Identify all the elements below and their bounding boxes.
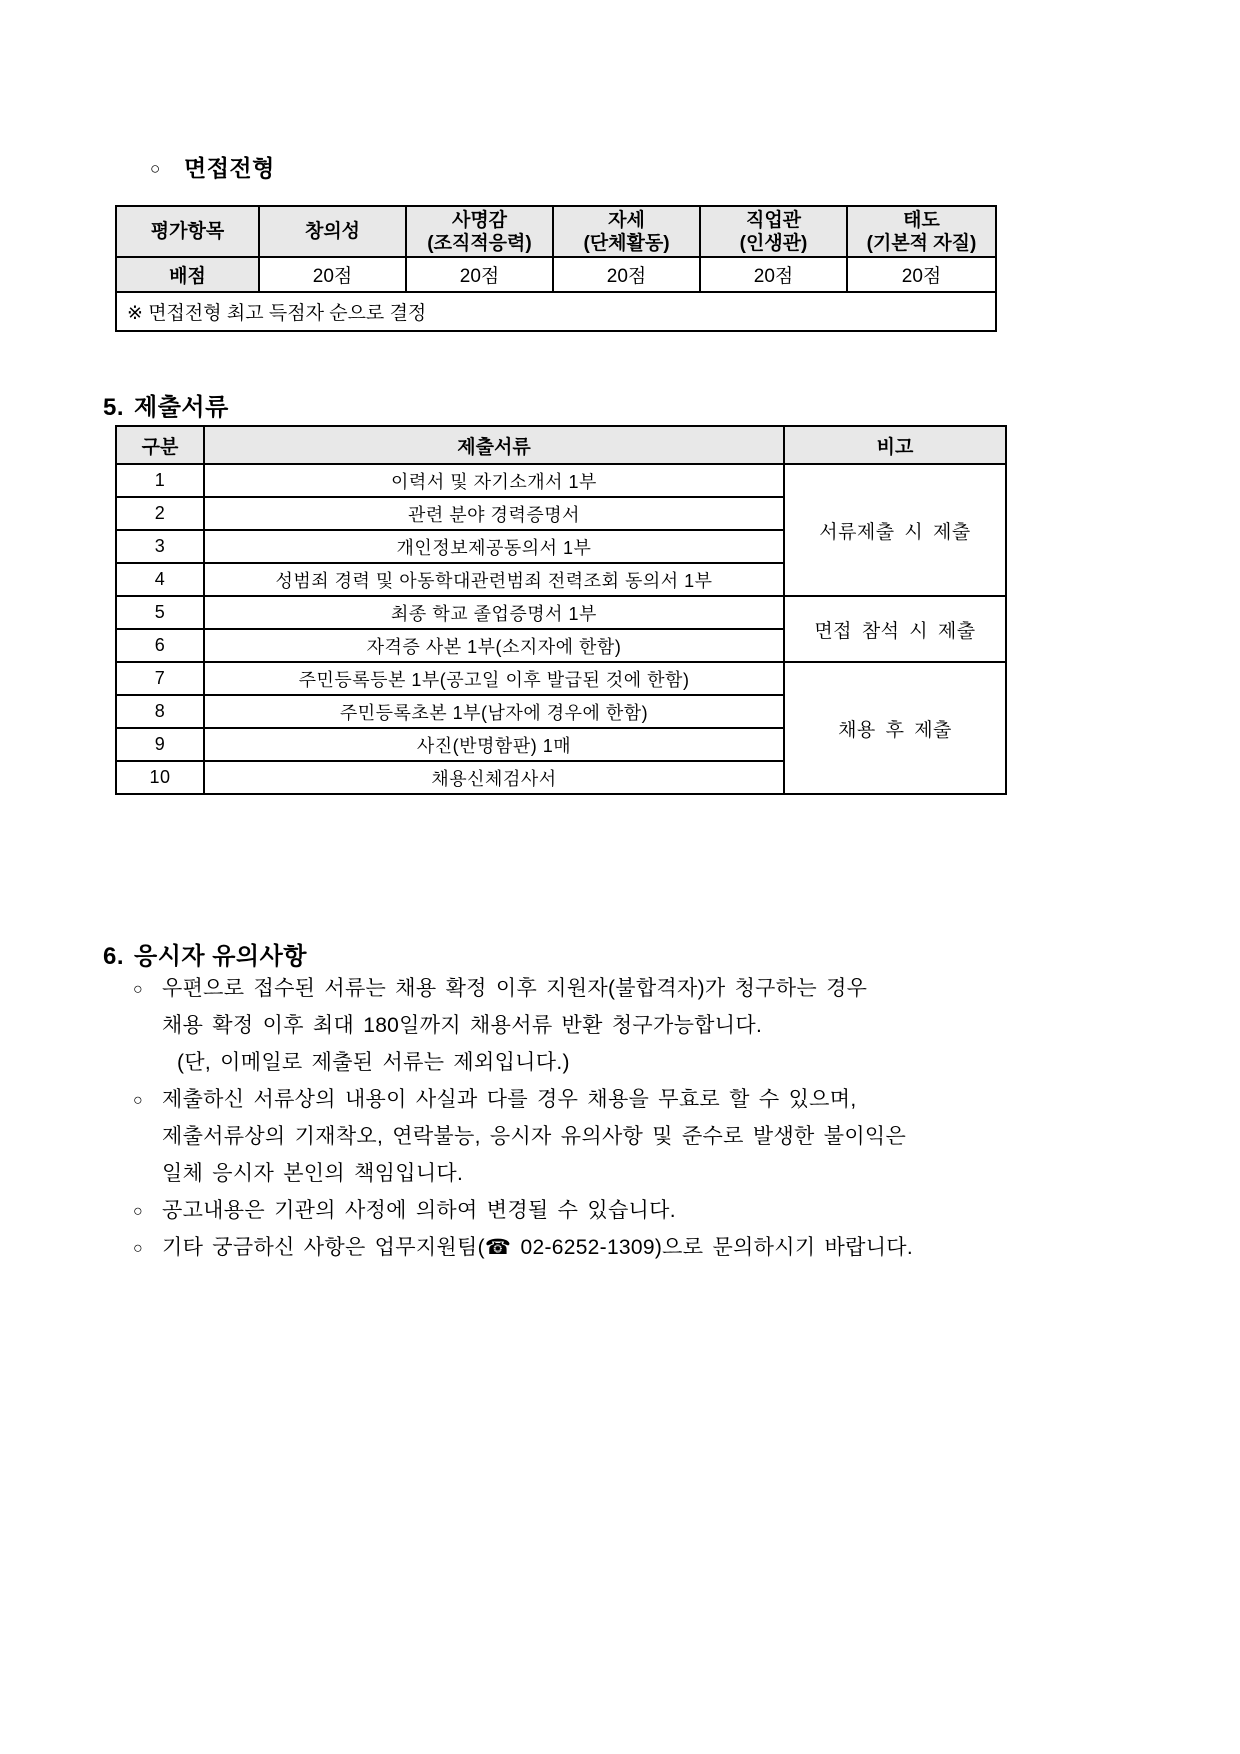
- doc-row-no: 8: [116, 695, 204, 728]
- doc-row-no: 4: [116, 563, 204, 596]
- doc-row-name: 성범죄 경력 및 아동학대관련범죄 전력조회 동의서 1부: [204, 563, 784, 596]
- table-row: [116, 464, 1006, 497]
- doc-row-no: 7: [116, 662, 204, 695]
- doc-row-name: 주민등록초본 1부(남자에 경우에 한함): [204, 695, 784, 728]
- section-number: 5.: [103, 394, 125, 421]
- doc-row-name: 채용신체검사서: [204, 761, 784, 794]
- notice-item-continuation: [133, 1155, 1173, 1192]
- eval-col-title: 태도: [903, 209, 940, 231]
- eval-col-creativity: [259, 206, 406, 257]
- score-cell: 20점: [700, 257, 847, 292]
- eval-table-note: ※ 면접전형 최고 득점자 순으로 결정: [116, 292, 996, 331]
- doc-remark-cell: 채용 후 제출: [784, 662, 1006, 794]
- eval-col-title: 자세: [608, 209, 645, 231]
- doc-row-no: 6: [116, 629, 204, 662]
- table-row: [116, 596, 1006, 629]
- eval-col-mission: [406, 206, 553, 257]
- score-cell: 20점: [406, 257, 553, 292]
- documents-section-heading: [103, 387, 229, 422]
- circle-bullet-marker: ○: [133, 1092, 143, 1109]
- interview-heading: [150, 150, 275, 183]
- notice-text: 기타 궁금하신 사항은 업무지원팀(☎ 02-6252-1309)으로 문의하시기 바랍니다.: [162, 1236, 914, 1259]
- eval-col-title: 사명감: [451, 209, 508, 231]
- notice-text: 채용 확정 이후 최대 180일까지 채용서류 반환 청구가능합니다.: [162, 1014, 763, 1037]
- score-cell: 20점: [259, 257, 406, 292]
- notice-item-continuation: [133, 1118, 1173, 1155]
- eval-col-attitude-group: [553, 206, 700, 257]
- notice-section-heading: [103, 936, 307, 971]
- eval-col-basic-quality: [847, 206, 996, 257]
- circle-bullet-marker: ○: [133, 981, 143, 998]
- notice-item: [133, 1229, 1173, 1266]
- eval-col-subtitle: (기본적 자질): [866, 232, 977, 254]
- eval-col-subtitle: (단체활동): [583, 232, 670, 254]
- notice-text: (단, 이메일로 제출된 서류는 제외입니다.): [177, 1051, 570, 1074]
- score-cell: 20점: [553, 257, 700, 292]
- notice-item-continuation: [133, 1044, 1173, 1081]
- eval-col-work-view: [700, 206, 847, 257]
- notice-list: [133, 970, 1173, 1266]
- notice-item-continuation: [133, 1007, 1173, 1044]
- doc-row-name: 사진(반명함판) 1매: [204, 728, 784, 761]
- eval-col-title: 직업관: [745, 209, 802, 231]
- score-row-label: 배점: [116, 257, 259, 292]
- eval-col-subtitle: (인생관): [739, 232, 808, 254]
- notice-text: 일체 응시자 본인의 책임입니다.: [162, 1162, 464, 1185]
- doc-header-no: 구분: [116, 426, 204, 464]
- circle-bullet-marker: ○: [133, 1240, 143, 1257]
- notice-item: [133, 970, 1173, 1007]
- doc-header-remark: 비고: [784, 426, 1006, 464]
- doc-row-name: 관련 분야 경력증명서: [204, 497, 784, 530]
- notice-item: [133, 1081, 1173, 1118]
- circle-bullet-marker: ○: [150, 159, 161, 178]
- doc-row-no: 3: [116, 530, 204, 563]
- section-title: 제출서류: [134, 394, 229, 421]
- table-row: [116, 662, 1006, 695]
- doc-header-document: 제출서류: [204, 426, 784, 464]
- notice-text: 제출하신 서류상의 내용이 사실과 다를 경우 채용을 무효로 할 수 있으며,: [162, 1088, 857, 1111]
- eval-col-title: 창의성: [304, 221, 361, 242]
- section-title: 응시자 유의사항: [134, 943, 307, 970]
- circle-bullet-marker: ○: [133, 1203, 143, 1220]
- notice-text: 우편으로 접수된 서류는 채용 확정 이후 지원자(불합격자)가 청구하는 경우: [162, 977, 868, 1000]
- doc-row-name: 이력서 및 자기소개서 1부: [204, 464, 784, 497]
- doc-row-no: 10: [116, 761, 204, 794]
- doc-remark-cell: 면접 참석 시 제출: [784, 596, 1006, 662]
- eval-col-subtitle: (조직적응력): [427, 232, 532, 254]
- interview-heading-label: 면접전형: [184, 155, 275, 181]
- doc-row-no: 5: [116, 596, 204, 629]
- doc-remark-cell: 서류제출 시 제출: [784, 464, 1006, 596]
- doc-row-no: 9: [116, 728, 204, 761]
- notice-item: [133, 1192, 1173, 1229]
- notice-text: 공고내용은 기관의 사정에 의하여 변경될 수 있습니다.: [162, 1199, 676, 1222]
- documents-table: [115, 425, 1007, 795]
- interview-evaluation-table: [115, 205, 997, 332]
- eval-header-label: 평가항목: [116, 206, 259, 257]
- doc-row-no: 2: [116, 497, 204, 530]
- notice-text: 제출서류상의 기재착오, 연락불능, 응시자 유의사항 및 준수로 발생한 불이익은: [162, 1125, 907, 1148]
- doc-row-name: 자격증 사본 1부(소지자에 한함): [204, 629, 784, 662]
- doc-row-name: 주민등록등본 1부(공고일 이후 발급된 것에 한함): [204, 662, 784, 695]
- doc-row-name: 개인정보제공동의서 1부: [204, 530, 784, 563]
- doc-row-name: 최종 학교 졸업증명서 1부: [204, 596, 784, 629]
- doc-row-no: 1: [116, 464, 204, 497]
- score-cell: 20점: [847, 257, 996, 292]
- section-number: 6.: [103, 943, 125, 970]
